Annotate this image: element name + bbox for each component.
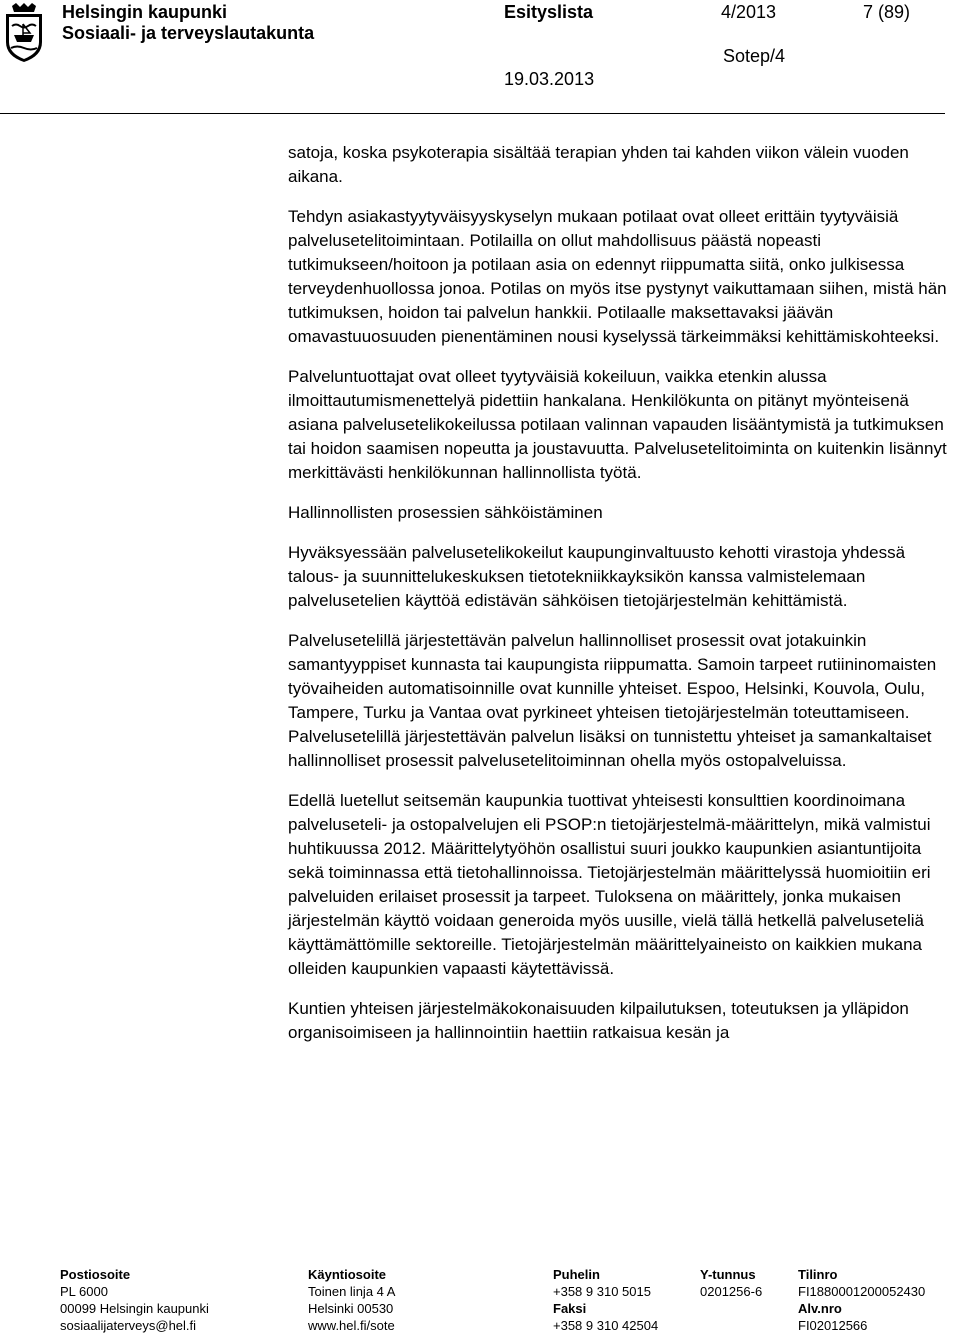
fax-label: Faksi (553, 1301, 587, 1316)
footer-postal-address (60, 1266, 209, 1334)
fax-number: +358 9 310 42504 (553, 1318, 659, 1333)
board-name: Sosiaali- ja terveyslautakunta (62, 23, 315, 43)
account-number: FI1880001200052430 (798, 1284, 926, 1299)
meeting-date: 19.03.2013 (504, 69, 595, 89)
paragraph: Tehdyn asiakastyytyväisyyskyselyn mukaan potilaat ovat olleet erittäin tyytyväisiä palvelusetelitoimintaan. Potilailla on ollut mahdollisuus päästä nopeasti tutkimukseen/hoitoon ja potilaan asia on edennyt riippumatta siitä, onko julkisessa terveydenhuollossa jonoa. Potilas on myös itse pystynyt vaikuttamaan siihen, mistä hän tutkimuksen, hoidon tai palvelun hankkii. Potilaalle maksettavaksi jäävän omavastuuosuuden pienentäminen nousi kyselyssä tärkeimmäksi kehittämiskohteeksi. (288, 207, 947, 346)
visiting-label: Käyntiosoite (308, 1267, 387, 1282)
phone-label: Puhelin (553, 1267, 600, 1282)
footer-phone (553, 1266, 658, 1334)
postal-line: 00099 Helsingin kaupunki (60, 1301, 209, 1316)
helsinki-coat-of-arms-logo (2, 2, 46, 64)
page-number: 7 (89) (863, 2, 911, 22)
vat-number: FI02012566 (798, 1318, 868, 1333)
email-link[interactable]: sosiaalijaterveys@hel.fi (60, 1318, 197, 1333)
document-body (288, 141, 948, 1045)
paragraph: Palveluntuottajat ovat olleet tyytyväisiä kokeiluun, vaikka etenkin alussa ilmoittautumismenettelyä pidettiin hankalana. Henkilökunta on pitänyt myönteisenä asiana palvelusetelikokeilussa potilaan valinnan vapauden lisääntymistä ja tutkimuksen tai hoidon saamisen nopeutta ja joustavuutta. Palvelusetelitoiminta on kuitenkin lisännyt merkittävästi henkilökunnan hallinnollista työtä. (288, 367, 947, 482)
paragraph: Edellä luetellut seitsemän kaupunkia tuottivat yhteisesti konsulttien koordinoimana palveluseteli- ja ostopalvelujen eli PSOP:n tietojärjestelmä-määrittelyn, mikä valmistui huhtikuussa 2012. Määrittelytyöhön osallistui suuri joukko kaupunkien asiantuntijoita sekä toiminnassa että tietohallinnoissa. Tietojärjestelmän määrittelyssä huomioitiin eri palveluiden erilaiset prosessit ja tarpeet. Tuloksena on määrittely, jonka mukaisen järjestelmän käyttö voidaan generoida myös uusille, vielä tällä hetkellä palveluseteliä käyttämättömille sektoreille. Tietojärjestelmän määrittelyaineisto on kaikkien mukana olleiden kaupunkien vapaasti käytettävissä. (288, 791, 931, 978)
phone-number: +358 9 310 5015 (553, 1284, 651, 1299)
footer-business-id (700, 1266, 762, 1300)
paragraph: Hyväksyessään palvelusetelikokeilut kaupunginvaltuusto kehotti virastoja yhdessä talous- ja suunnittelukeskuksen tietotekniikkayksikön kanssa valmistelemaan palvelusetelien käyttöä edistävän sähköisen tietojärjestelmän kehittämistä. (288, 543, 906, 610)
footer-visiting-address (308, 1266, 395, 1334)
section-code: Sotep/4 (723, 46, 786, 66)
postal-label: Postiosoite (60, 1267, 131, 1282)
business-id-value: 0201256-6 (700, 1284, 763, 1299)
org-name: Helsingin kaupunki (62, 2, 228, 22)
visiting-line: Toinen linja 4 A (308, 1284, 396, 1299)
paragraph: Palvelusetelillä järjestettävän palvelun hallinnolliset prosessit ovat jotakuinkin samantyyppiset kunnasta tai kaupungista riippumatta. Samoin tarpeet rutiininomaisten työvaiheiden automatisoinnille ovat kunnille yhteiset. Espoo, Helsinki, Kouvola, Oulu, Tampere, Turku ja Vantaa ovat pyrkineet yhteisen tietojärjestelmän toteuttamiseen. Palvelusetelillä järjestettävän palvelun lisäksi on tunnistettu yhteiset ja samankaltaiset hallinnolliset prosessit palvelusetelitoiminnan ohella myös ostopalveluissa. (288, 631, 937, 770)
visiting-line: Helsinki 00530 (308, 1301, 394, 1316)
footer-account (798, 1266, 925, 1334)
paragraph: Kuntien yhteisen järjestelmäkokonaisuuden kilpailutuksen, toteutuksen ja ylläpidon organisoimiseen ja hallinnointiin haettiin ratkaisua kesän ja (288, 999, 909, 1042)
postal-line: PL 6000 (60, 1284, 108, 1299)
doc-number: 4/2013 (721, 2, 777, 22)
paragraph: satoja, koska psykoterapia sisältää terapian yhden tai kahden viikon välein vuoden aikana. (288, 143, 909, 186)
vat-label: Alv.nro (798, 1301, 842, 1316)
header-divider (0, 113, 945, 114)
doc-type: Esityslista (504, 2, 594, 22)
account-label: Tilinro (798, 1267, 838, 1282)
section-heading: Hallinnollisten prosessien sähköistäminen (288, 503, 603, 522)
business-id-label: Y-tunnus (700, 1267, 756, 1282)
website-link[interactable]: www.hel.fi/sote (308, 1318, 395, 1333)
